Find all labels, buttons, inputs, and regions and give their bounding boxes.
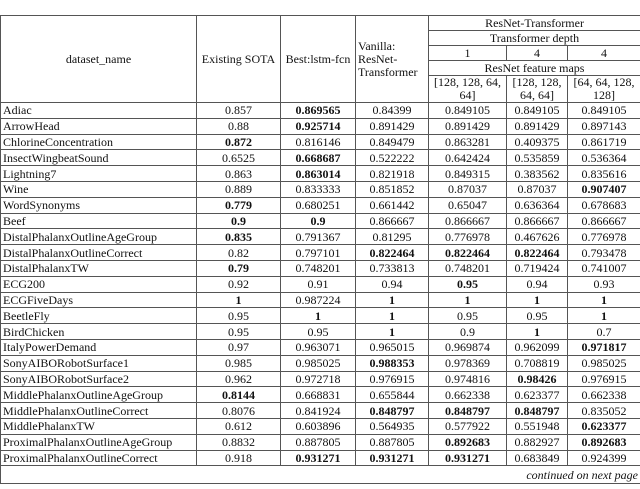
score-cell: 0.680251 (281, 197, 356, 213)
score-cell: 0.95 (429, 308, 507, 324)
score-cell: 0.779 (197, 197, 281, 213)
score-cell: 0.93 (568, 276, 640, 292)
dataset-name-cell: MiddlePhalanxOutlineAgeGroup (1, 387, 197, 403)
score-cell: 0.835 (197, 229, 281, 245)
score-cell: 0.974816 (429, 371, 507, 387)
score-cell: 0.9 (429, 324, 507, 340)
score-cell: 0.683849 (507, 450, 568, 466)
score-cell: 0.95 (429, 276, 507, 292)
header-vanilla: Vanilla: ResNet-Transformer (356, 16, 429, 103)
dataset-name-cell: Beef (1, 213, 197, 229)
score-cell: 0.719424 (507, 260, 568, 276)
score-cell: 0.925714 (281, 118, 356, 134)
score-cell: 0.892683 (429, 434, 507, 450)
score-cell: 0.887805 (281, 434, 356, 450)
score-cell: 0.924399 (568, 450, 640, 466)
score-cell: 0.963071 (281, 339, 356, 355)
score-cell: 0.892683 (568, 434, 640, 450)
score-cell: 0.866667 (429, 213, 507, 229)
score-cell: 0.931271 (356, 450, 429, 466)
score-cell: 0.8076 (197, 403, 281, 419)
table-row (1, 118, 640, 134)
table-row (1, 403, 640, 419)
score-cell: 0.8832 (197, 434, 281, 450)
score-cell: 0.822464 (429, 245, 507, 261)
score-cell: 0.79 (197, 260, 281, 276)
score-cell: 0.708819 (507, 355, 568, 371)
score-cell: 0.918 (197, 450, 281, 466)
score-cell: 0.655844 (356, 387, 429, 403)
table-row (1, 324, 640, 340)
score-cell: 0.821918 (356, 166, 429, 182)
score-cell: 0.661442 (356, 197, 429, 213)
score-cell: 0.87037 (429, 181, 507, 197)
score-cell: 0.985025 (568, 355, 640, 371)
score-cell: 0.969874 (429, 339, 507, 355)
table-row (1, 213, 640, 229)
table-row (1, 197, 640, 213)
score-cell: 0.833333 (281, 181, 356, 197)
score-cell: 0.889 (197, 181, 281, 197)
score-cell: 0.849315 (429, 166, 507, 182)
score-cell: 0.741007 (568, 260, 640, 276)
score-cell: 0.849479 (356, 134, 429, 150)
dataset-name-cell: InsectWingbeatSound (1, 150, 197, 166)
score-cell: 0.748201 (429, 260, 507, 276)
score-cell: 0.793478 (568, 245, 640, 261)
score-cell: 0.972718 (281, 371, 356, 387)
score-cell: 0.863281 (429, 134, 507, 150)
score-cell: 0.776978 (429, 229, 507, 245)
score-cell: 1 (507, 324, 568, 340)
dataset-name-cell: ItalyPowerDemand (1, 339, 197, 355)
score-cell: 1 (429, 292, 507, 308)
continued-note: continued on next page (1, 466, 640, 484)
score-cell: 1 (507, 292, 568, 308)
score-cell: 0.98426 (507, 371, 568, 387)
score-cell: 0.869565 (281, 103, 356, 119)
header-depth: 4 (568, 46, 640, 61)
results-table (0, 15, 640, 484)
score-cell: 0.9 (281, 213, 356, 229)
header-dataset-name: dataset_name (1, 16, 197, 103)
dataset-name-cell: BirdChicken (1, 324, 197, 340)
score-cell: 0.612 (197, 418, 281, 434)
score-cell: 0.791367 (281, 229, 356, 245)
table-row (1, 339, 640, 355)
score-cell: 0.87037 (507, 181, 568, 197)
score-cell: 0.985 (197, 355, 281, 371)
table-row (1, 292, 640, 308)
score-cell: 0.662338 (568, 387, 640, 403)
score-cell: 0.668687 (281, 150, 356, 166)
score-cell: 0.662338 (429, 387, 507, 403)
score-cell: 0.94 (507, 276, 568, 292)
dataset-name-cell: ProximalPhalanxOutlineAgeGroup (1, 434, 197, 450)
score-cell: 0.962099 (507, 339, 568, 355)
dataset-name-cell: MiddlePhalanxTW (1, 418, 197, 434)
dataset-name-cell: SonyAIBORobotSurface2 (1, 371, 197, 387)
header-existing-sota: Existing SOTA (197, 16, 281, 103)
score-cell: 0.797101 (281, 245, 356, 261)
score-cell: 0.849105 (507, 103, 568, 119)
score-cell: 0.65047 (429, 197, 507, 213)
header-depth: 4 (507, 46, 568, 61)
table-row (1, 308, 640, 324)
score-cell: 0.872 (197, 134, 281, 150)
table-row (1, 355, 640, 371)
dataset-name-cell: WordSynonyms (1, 197, 197, 213)
score-cell: 0.8144 (197, 387, 281, 403)
score-cell: 0.678683 (568, 197, 640, 213)
header-feature-map: [64, 64, 128, 128] (568, 76, 640, 103)
score-cell: 0.668831 (281, 387, 356, 403)
score-cell: 0.603896 (281, 418, 356, 434)
score-cell: 0.907407 (568, 181, 640, 197)
score-cell: 0.851852 (356, 181, 429, 197)
score-cell: 0.835052 (568, 403, 640, 419)
score-cell: 0.623377 (568, 418, 640, 434)
score-cell: 0.976915 (568, 371, 640, 387)
score-cell: 0.623377 (507, 387, 568, 403)
dataset-name-cell: DistalPhalanxOutlineAgeGroup (1, 229, 197, 245)
score-cell: 0.848797 (356, 403, 429, 419)
score-cell: 0.887805 (356, 434, 429, 450)
score-cell: 1 (356, 292, 429, 308)
score-cell: 0.897143 (568, 118, 640, 134)
score-cell: 0.636364 (507, 197, 568, 213)
score-cell: 0.733813 (356, 260, 429, 276)
table-row (1, 450, 640, 466)
score-cell: 0.987224 (281, 292, 356, 308)
score-cell: 0.81295 (356, 229, 429, 245)
table-row (1, 150, 640, 166)
dataset-name-cell: BeetleFly (1, 308, 197, 324)
score-cell: 0.82 (197, 245, 281, 261)
score-cell: 0.988353 (356, 355, 429, 371)
header-best-lstm-fcn: Best:lstm-fcn (281, 16, 356, 103)
table-row (1, 166, 640, 182)
header-feature-map: [128, 128, 64, 64] (429, 76, 507, 103)
score-cell: 0.95 (507, 308, 568, 324)
score-cell: 0.863014 (281, 166, 356, 182)
score-cell: 0.95 (197, 324, 281, 340)
dataset-name-cell: ChlorineConcentration (1, 134, 197, 150)
score-cell: 0.776978 (568, 229, 640, 245)
score-cell: 0.522222 (356, 150, 429, 166)
score-cell: 0.383562 (507, 166, 568, 182)
table-row (1, 371, 640, 387)
table-row (1, 418, 640, 434)
dataset-name-cell: Adiac (1, 103, 197, 119)
score-cell: 0.971817 (568, 339, 640, 355)
table-row (1, 276, 640, 292)
score-cell: 1 (568, 292, 640, 308)
dataset-name-cell: Wine (1, 181, 197, 197)
score-cell: 0.535859 (507, 150, 568, 166)
score-cell: 0.748201 (281, 260, 356, 276)
score-cell: 0.822464 (507, 245, 568, 261)
score-cell: 0.866667 (568, 213, 640, 229)
table-row (1, 245, 640, 261)
table-row (1, 434, 640, 450)
score-cell: 0.835616 (568, 166, 640, 182)
score-cell: 0.564935 (356, 418, 429, 434)
dataset-name-cell: SonyAIBORobotSurface1 (1, 355, 197, 371)
table-row (1, 229, 640, 245)
score-cell: 1 (356, 324, 429, 340)
dataset-name-cell: Lightning7 (1, 166, 197, 182)
score-cell: 0.92 (197, 276, 281, 292)
score-cell: 0.976915 (356, 371, 429, 387)
dataset-name-cell: ECG200 (1, 276, 197, 292)
score-cell: 0.97 (197, 339, 281, 355)
dataset-name-cell: DistalPhalanxOutlineCorrect (1, 245, 197, 261)
score-cell: 0.95 (281, 324, 356, 340)
header-resnet-transformer: ResNet-Transformer (429, 16, 640, 31)
dataset-name-cell: ProximalPhalanxOutlineCorrect (1, 450, 197, 466)
score-cell: 0.6525 (197, 150, 281, 166)
score-cell: 0.88 (197, 118, 281, 134)
score-cell: 0.891429 (429, 118, 507, 134)
score-cell: 0.822464 (356, 245, 429, 261)
score-cell: 0.84399 (356, 103, 429, 119)
score-cell: 1 (281, 308, 356, 324)
score-cell: 0.985025 (281, 355, 356, 371)
score-cell: 0.841924 (281, 403, 356, 419)
score-cell: 0.577922 (429, 418, 507, 434)
score-cell: 0.848797 (429, 403, 507, 419)
table-row (1, 134, 640, 150)
score-cell: 0.849105 (568, 103, 640, 119)
table-row (1, 103, 640, 119)
score-cell: 0.857 (197, 103, 281, 119)
score-cell: 1 (568, 308, 640, 324)
header-depth: 1 (429, 46, 507, 61)
score-cell: 0.91 (281, 276, 356, 292)
score-cell: 0.816146 (281, 134, 356, 150)
table-row (1, 260, 640, 276)
score-cell: 0.931271 (281, 450, 356, 466)
score-cell: 0.409375 (507, 134, 568, 150)
score-cell: 0.551948 (507, 418, 568, 434)
table-row (1, 387, 640, 403)
score-cell: 1 (197, 292, 281, 308)
score-cell: 0.849105 (429, 103, 507, 119)
dataset-name-cell: DistalPhalanxTW (1, 260, 197, 276)
score-cell: 0.863 (197, 166, 281, 182)
table-row (1, 181, 640, 197)
score-cell: 0.978369 (429, 355, 507, 371)
header-feature-map: [128, 128, 64, 64] (507, 76, 568, 103)
score-cell: 0.7 (568, 324, 640, 340)
score-cell: 0.642424 (429, 150, 507, 166)
score-cell: 0.962 (197, 371, 281, 387)
score-cell: 0.931271 (429, 450, 507, 466)
score-cell: 0.866667 (507, 213, 568, 229)
score-cell: 0.848797 (507, 403, 568, 419)
score-cell: 0.861719 (568, 134, 640, 150)
header-transformer-depth: Transformer depth (429, 31, 640, 46)
score-cell: 0.891429 (356, 118, 429, 134)
score-cell: 0.891429 (507, 118, 568, 134)
score-cell: 0.882927 (507, 434, 568, 450)
score-cell: 0.536364 (568, 150, 640, 166)
score-cell: 0.9 (197, 213, 281, 229)
dataset-name-cell: ArrowHead (1, 118, 197, 134)
score-cell: 0.467626 (507, 229, 568, 245)
score-cell: 0.965015 (356, 339, 429, 355)
dataset-name-cell: MiddlePhalanxOutlineCorrect (1, 403, 197, 419)
dataset-name-cell: ECGFiveDays (1, 292, 197, 308)
header-feature-maps: ResNet feature maps (429, 61, 640, 76)
score-cell: 0.866667 (356, 213, 429, 229)
score-cell: 0.94 (356, 276, 429, 292)
score-cell: 1 (356, 308, 429, 324)
score-cell: 0.95 (197, 308, 281, 324)
